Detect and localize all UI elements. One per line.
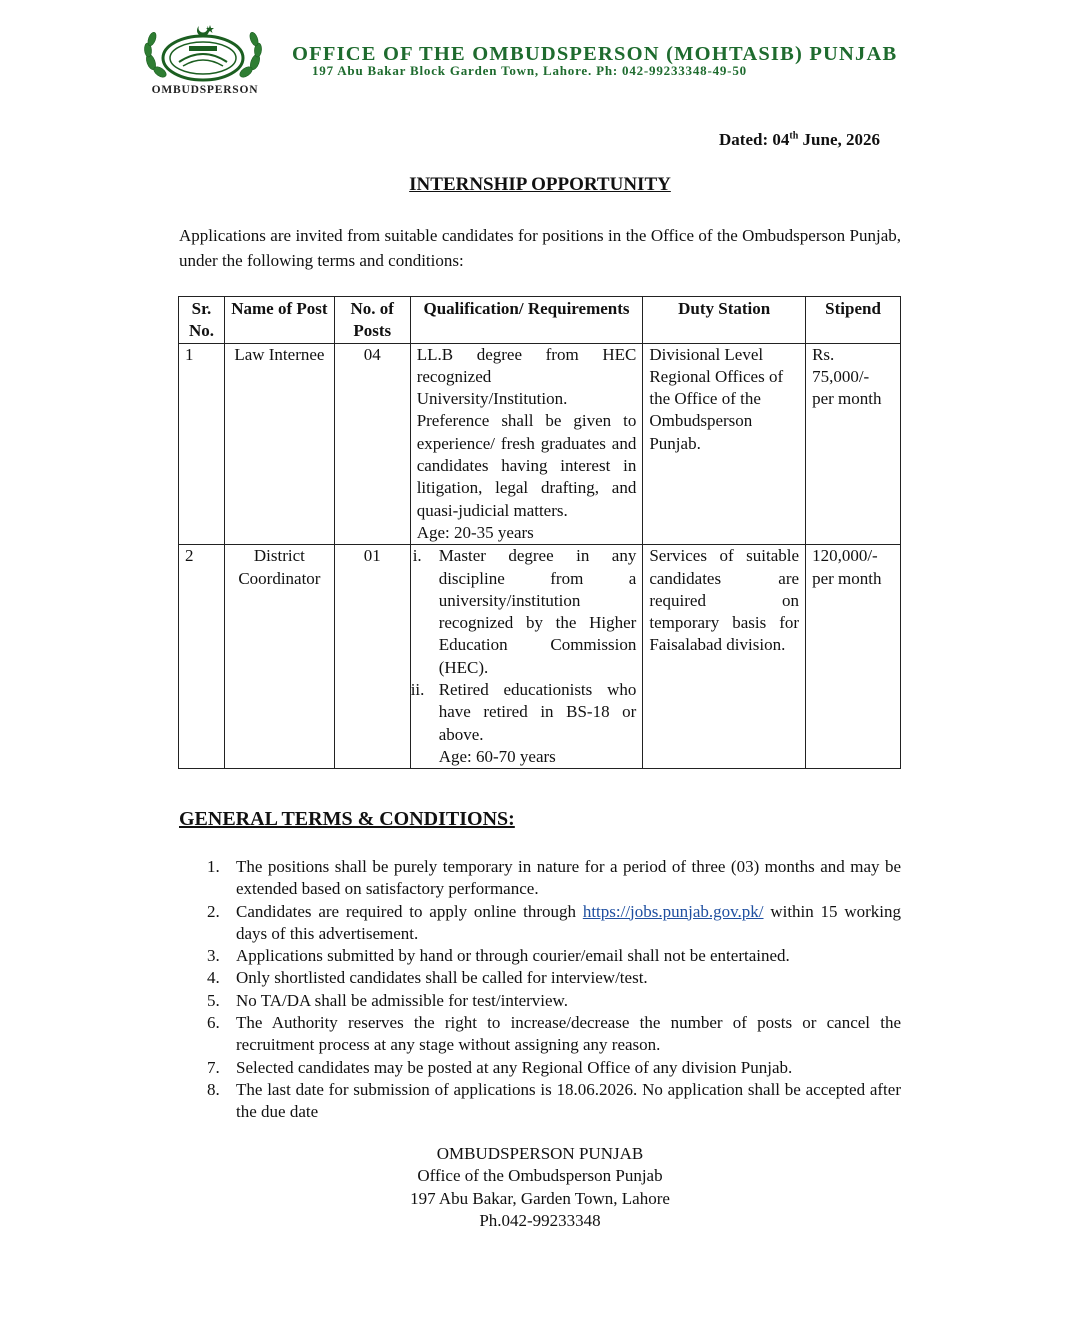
qualification-item: i. Master degree in any discipline from a university/institution recognized by the Higher Education Commission (HEC).	[412, 546, 637, 677]
cell-stipend: 120,000/- per month	[806, 545, 901, 769]
column-header-count: No. of Posts	[334, 297, 410, 344]
qualification-text: LL.B degree from HEC recognized University/Institution. Preference shall be given to experience/ fresh graduates and candidates having interest in litigation, legal drafting, and quasi-judicial matters.	[416, 344, 637, 520]
column-header-station: Duty Station	[643, 297, 806, 344]
signature-block	[0, 1143, 1080, 1232]
cell-station: Divisional Level Regional Offices of the Office of the Ombudsperson Punjab.	[643, 343, 806, 545]
signature-phone: Ph.042-99233348	[479, 1210, 601, 1230]
ombudsperson-emblem-icon	[139, 22, 267, 84]
list-item: 6. The Authority reserves the right to increase/decrease the number of posts or cancel the recruitment process at any stage without assigning any reason.	[207, 1013, 901, 1055]
column-header-sr: Sr. No.	[179, 297, 225, 344]
cell-sr: 2	[179, 545, 225, 769]
page-title: INTERNSHIP OPPORTUNITY	[409, 174, 671, 195]
cell-qualification	[410, 343, 643, 545]
column-header-stipend: Stipend	[806, 297, 901, 344]
list-item: 2. Candidates are required to apply online through https://jobs.punjab.gov.pk/ within 15 working days of this advertisement.	[207, 901, 902, 943]
cell-station: Services of suitable candidates are required on temporary basis for Faisalabad division.	[643, 545, 806, 769]
intro-paragraph: Applications are invited from suitable candidates for positions in the Office of the Ombudsperson Punjab, under the following terms and conditions:	[179, 226, 901, 270]
qualification-item: ii. Retired educationists who have retired in BS-18 or above.	[410, 680, 637, 744]
age-requirement: Age: 60-70 years	[438, 746, 556, 766]
cell-sr: 1	[179, 343, 225, 545]
organization-address: 197 Abu Bakar Block Garden Town, Lahore. Ph: 042-99233348-49-50	[312, 63, 747, 78]
cell-post: Law Internee	[224, 343, 334, 545]
terms-list	[179, 856, 901, 1124]
signature-title: OMBUDSPERSON PUNJAB	[436, 1144, 644, 1163]
document-date: Dated: 04th June, 2026	[719, 130, 880, 149]
logo-caption: OMBUDSPERSON	[151, 84, 259, 96]
cell-stipend: Rs. 75,000/- per month	[806, 343, 901, 545]
signature-address: 197 Abu Bakar, Garden Town, Lahore	[410, 1188, 670, 1208]
list-item: 1. The positions shall be purely temporary in nature for a period of three (03) months and may be extended based on satisfactory performance.	[207, 857, 901, 899]
terms-heading: GENERAL TERMS & CONDITIONS:	[179, 808, 515, 830]
table-header-row	[179, 297, 901, 344]
list-item: 7. Selected candidates may be posted at any Regional Office of any division Punjab.	[207, 1057, 793, 1077]
signature-office: Office of the Ombudsperson Punjab	[417, 1166, 663, 1186]
age-requirement: Age: 20-35 years	[416, 522, 534, 542]
positions-table	[178, 296, 901, 769]
organization-name: OFFICE OF THE OMBUDSPERSON (MOHTASIB) PUNJAB	[292, 43, 898, 65]
jobs-portal-link[interactable]: https://jobs.punjab.gov.pk/	[582, 901, 764, 921]
table-row	[179, 343, 901, 545]
cell-count: 04	[334, 343, 410, 545]
letterhead	[125, 20, 995, 100]
column-header-post: Name of Post	[224, 297, 334, 344]
list-item: 8. The last date for submission of applications is 18.06.2026. No application shall be accepted after the due date	[207, 1079, 901, 1122]
column-header-qualification: Qualification/ Requirements	[410, 297, 643, 344]
cell-post: District Coordinator	[224, 545, 334, 769]
list-item: 5. No TA/DA shall be admissible for test/interview.	[207, 990, 568, 1010]
list-item: 4. Only shortlisted candidates shall be called for interview/test.	[207, 968, 648, 988]
table-row	[179, 545, 901, 769]
cell-count: 01	[334, 545, 410, 769]
cell-qualification	[410, 545, 643, 769]
list-item: 3. Applications submitted by hand or through courier/email shall not be entertained.	[207, 946, 790, 966]
qualification-list	[410, 545, 637, 768]
